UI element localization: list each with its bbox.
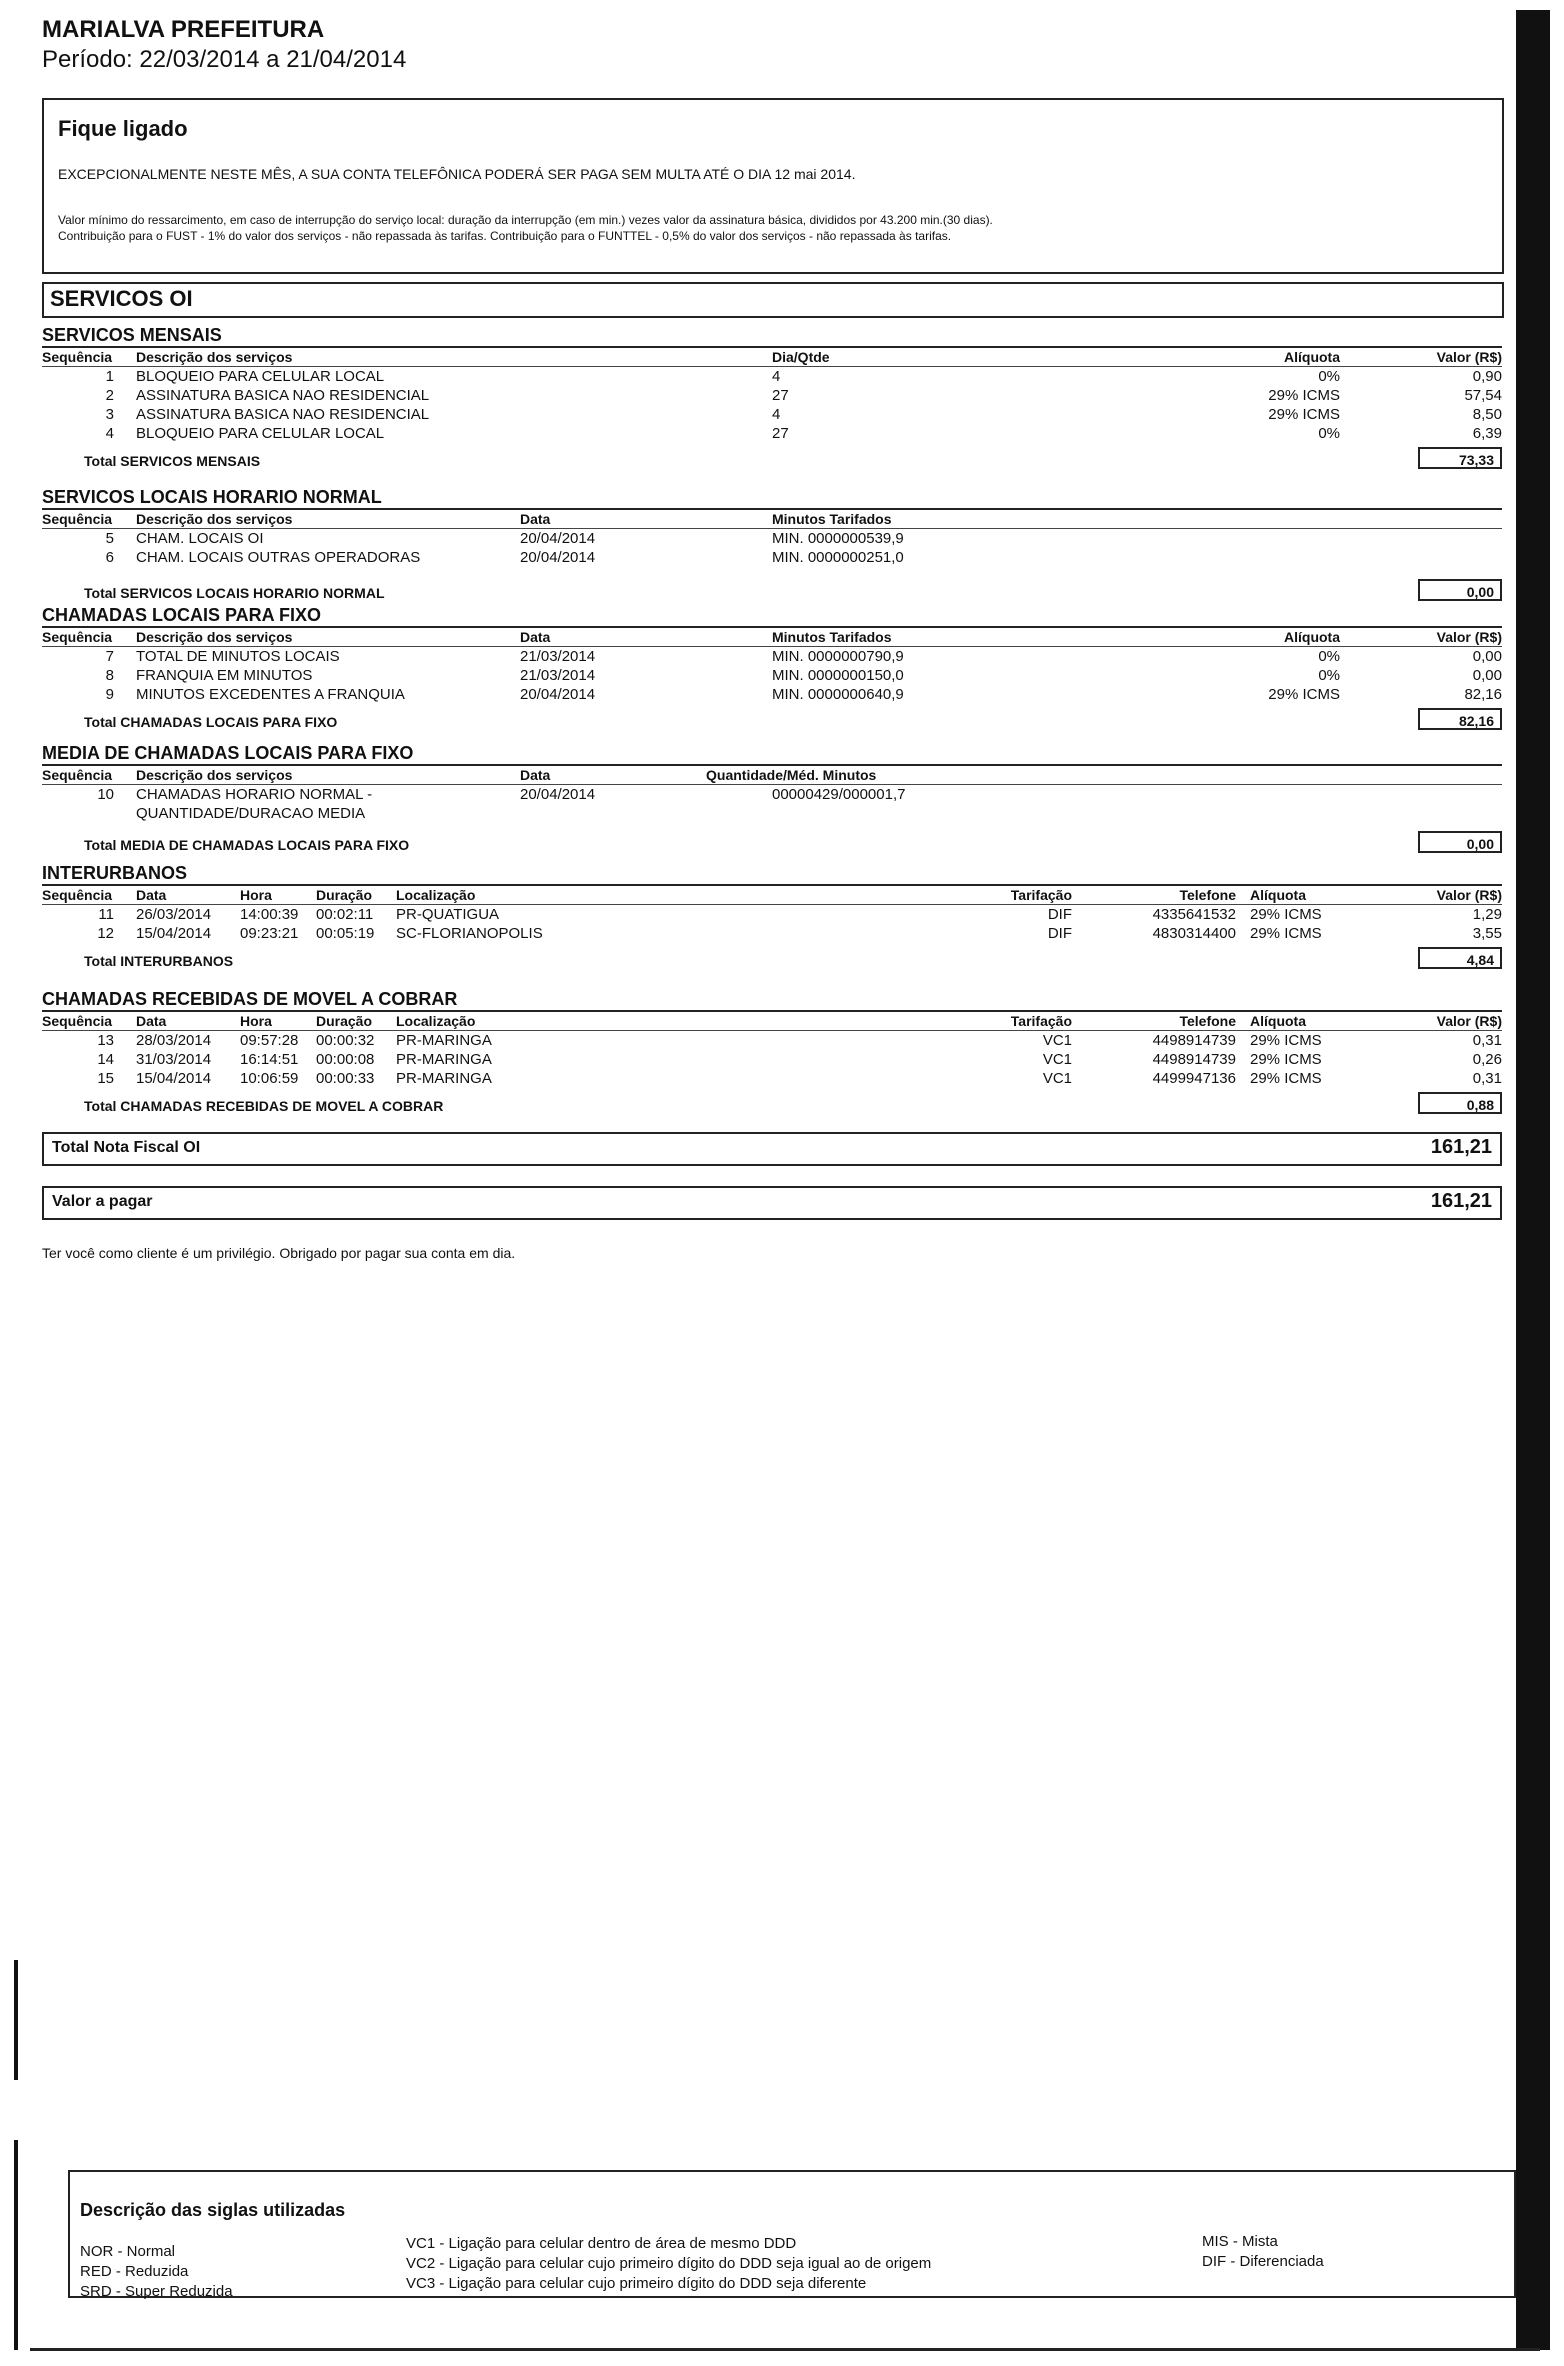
cell-qtde: 27 [772,425,789,442]
table-row [42,1050,1502,1069]
col-header: Minutos Tarifados [772,511,892,527]
cell-valor: 57,54 [1464,387,1502,404]
table-header [42,348,1502,367]
col-header: Tarifação [1010,1013,1072,1029]
col-header: Data [520,767,551,783]
cell-telefone: 4498914739 [1152,1032,1236,1049]
cell-desc: ASSINATURA BASICA NAO RESIDENCIAL [136,387,430,404]
nota-label: Total Nota Fiscal OI [52,1139,201,1156]
legend-item: VC2 - Ligação para celular cujo primeiro dígito do DDD seja igual ao de origem [406,2255,932,2272]
table-row [42,405,1502,424]
section-movel [42,988,1502,1120]
section-heading: SERVICOS LOCAIS HORARIO NORMAL [42,486,1502,510]
col-header: Telefone [1179,887,1236,903]
cell-desc: BLOQUEIO PARA CELULAR LOCAL [136,368,385,385]
col-header: Valor (R$) [1436,887,1502,903]
cell-aliquota: 0% [1318,425,1340,442]
total-value: 82,16 [1418,708,1502,730]
cell-localizacao: PR-MARINGA [396,1051,492,1068]
col-header: Descrição dos serviços [136,511,293,527]
table-header [42,510,1502,529]
scan-mark [14,2140,18,2350]
total-label: Total MEDIA DE CHAMADAS LOCAIS PARA FIXO [84,837,410,853]
total-value: 4,84 [1418,947,1502,969]
col-header: Valor (R$) [1436,349,1502,365]
legend-col3 [1202,2232,1324,2272]
cell-valor: 82,16 [1464,686,1502,703]
legend-item: VC3 - Ligação para celular cujo primeiro dígito do DDD seja diferente [406,2275,867,2292]
cell-aliquota: 29% ICMS [1268,686,1340,703]
pagar-label: Valor a pagar [52,1193,153,1210]
pagar-value: 161,21 [1430,1190,1492,1212]
table-row [42,905,1502,924]
col-header: Data [520,511,551,527]
total-row [42,1088,1502,1120]
col-header: Hora [240,1013,272,1029]
legend-item: SRD - Super Reduzida [80,2283,233,2300]
section-locais [42,486,1502,607]
cell-seq: 7 [105,648,114,665]
valor-a-pagar [42,1186,1502,1220]
total-value: 0,00 [1418,579,1502,601]
total-row [42,704,1502,736]
cell-aliquota: 29% ICMS [1250,906,1322,923]
legend-item: DIF - Diferenciada [1202,2253,1324,2270]
cell-data: 15/04/2014 [136,925,212,942]
cell-aliquota: 29% ICMS [1268,387,1340,404]
header-period: Período: 22/03/2014 a 21/04/2014 [42,46,407,73]
col-header: Sequência [42,629,113,645]
legend-item: RED - Reduzida [80,2263,189,2280]
cell-aliquota: 0% [1318,648,1340,665]
thanks-message: Ter você como cliente é um privilégio. Obrigado por pagar sua conta em dia. [42,1245,516,1261]
cell-valor: 0,31 [1472,1070,1502,1087]
cell-duracao: 00:05:19 [316,925,375,942]
total-label: Total SERVICOS LOCAIS HORARIO NORMAL [84,585,385,601]
notice-details [58,212,1488,244]
legend-col1 [80,2242,233,2302]
col-header: Descrição dos serviços [136,349,293,365]
cell-data: 15/04/2014 [136,1070,212,1087]
cell-data: 28/03/2014 [136,1032,212,1049]
cell-valor: 0,90 [1472,368,1502,385]
cell-desc: TOTAL DE MINUTOS LOCAIS [136,648,340,665]
cell-aliquota: 29% ICMS [1250,1051,1322,1068]
section-heading: CHAMADAS RECEBIDAS DE MOVEL A COBRAR [42,988,1502,1012]
total-value: 0,00 [1418,831,1502,853]
col-header: Sequência [42,511,113,527]
cell-seq: 1 [105,368,114,385]
total-label: Total SERVICOS MENSAIS [84,453,261,469]
cell-desc: FRANQUIA EM MINUTOS [136,667,313,684]
cell-seq: 2 [105,387,114,404]
cell-valor: 0,00 [1472,667,1502,684]
cell-hora: 10:06:59 [240,1070,299,1087]
cell-qtde: 4 [772,368,781,385]
nota-value: 161,21 [1430,1136,1492,1158]
cell-minutos: MIN. 0000000539,9 [772,530,904,547]
section-mensais [42,324,1502,475]
total-row [42,943,1502,975]
legend-box [68,2170,1516,2298]
cell-seq: 10 [97,786,114,803]
col-header: Alíquota [1284,629,1340,645]
cell-data: 21/03/2014 [520,648,596,665]
col-header: Localização [396,1013,476,1029]
cell-valor: 0,31 [1472,1032,1502,1049]
cell-qtde: 4 [772,406,781,423]
cell-minutos: MIN. 0000000150,0 [772,667,904,684]
section-heading: INTERURBANOS [42,862,1502,886]
section-title-box [42,282,1504,318]
col-header: Sequência [42,767,113,783]
table-header [42,1012,1502,1031]
table-row [42,1031,1502,1050]
col-header: Minutos Tarifados [772,629,892,645]
legend-title: Descrição das siglas utilizadas [80,2200,346,2220]
section-interurbanos [42,862,1502,975]
section-heading: CHAMADAS LOCAIS PARA FIXO [42,604,1502,628]
cell-desc: QUANTIDADE/DURACAO MEDIA [136,805,366,822]
table-row [42,685,1502,704]
cell-valor: 1,29 [1472,906,1502,923]
cell-minutos: MIN. 0000000251,0 [772,549,904,566]
notice-line2: Valor mínimo do ressarcimento, em caso de interrupção do serviço local: duração da interrupção (em min.) vezes valor da assinatura básica, divididos por 43.200 min.(30 dias). [58,213,993,227]
col-header: Alíquota [1250,887,1306,903]
cell-data: 31/03/2014 [136,1051,212,1068]
section-fixo [42,604,1502,736]
table-row [42,529,1502,548]
cell-seq: 4 [105,425,114,442]
col-header: Valor (R$) [1436,1013,1502,1029]
cell-hora: 09:57:28 [240,1032,299,1049]
cell-desc: CHAM. LOCAIS OI [136,530,264,547]
cell-aliquota: 0% [1318,667,1340,684]
table-header [42,766,1502,785]
col-header: Sequência [42,1013,113,1029]
cell-localizacao: SC-FLORIANOPOLIS [396,925,543,942]
col-header: Localização [396,887,476,903]
cell-duracao: 00:02:11 [316,906,374,923]
col-header: Alíquota [1284,349,1340,365]
col-header: Descrição dos serviços [136,767,293,783]
col-header: Telefone [1179,1013,1236,1029]
cell-telefone: 4499947136 [1152,1070,1236,1087]
total-nota-fiscal [42,1132,1502,1166]
col-header: Tarifação [1010,887,1072,903]
scan-edge-right [1516,10,1550,2350]
cell-data: 21/03/2014 [520,667,596,684]
cell-tarifacao: DIF [1047,906,1072,923]
col-header: Data [136,887,167,903]
total-value: 73,33 [1418,447,1502,469]
section-heading: SERVICOS MENSAIS [42,324,1502,348]
cell-aliquota: 29% ICMS [1268,406,1340,423]
total-row [42,567,1502,607]
cell-desc: BLOQUEIO PARA CELULAR LOCAL [136,425,385,442]
col-header: Sequência [42,887,113,903]
cell-seq: 13 [97,1032,114,1049]
table-row [42,1069,1502,1088]
total-row [42,823,1502,861]
cell-localizacao: PR-MARINGA [396,1070,492,1087]
cell-tarifacao: VC1 [1042,1032,1072,1049]
cell-desc: CHAM. LOCAIS OUTRAS OPERADORAS [136,549,421,566]
table-row [42,924,1502,943]
cell-telefone: 4830314400 [1152,925,1236,942]
cell-seq: 15 [97,1070,114,1087]
table-row [42,548,1502,567]
col-header: Data [136,1013,167,1029]
table-header [42,886,1502,905]
cell-tarifacao: VC1 [1042,1070,1072,1087]
notice-line1: EXCEPCIONALMENTE NESTE MÊS, A SUA CONTA TELEFÔNICA PODERÁ SER PAGA SEM MULTA ATÉ O DIA 12 mai 2014. [58,166,856,182]
total-label: Total CHAMADAS RECEBIDAS DE MOVEL A COBRAR [84,1098,444,1114]
col-header: Data [520,629,551,645]
cell-hora: 09:23:21 [240,925,299,942]
cell-desc: MINUTOS EXCEDENTES A FRANQUIA [136,686,405,703]
cell-seq: 8 [105,667,114,684]
cell-seq: 14 [97,1051,114,1068]
cell-telefone: 4498914739 [1152,1051,1236,1068]
cell-minutos: MIN. 0000000640,9 [772,686,904,703]
cell-data: 20/04/2014 [520,549,596,566]
col-header: Duração [316,1013,373,1029]
cell-data: 26/03/2014 [136,906,212,923]
col-header: Valor (R$) [1436,629,1502,645]
cell-seq: 11 [98,906,114,923]
legend-item: MIS - Mista [1202,2233,1278,2250]
table-row [42,424,1502,443]
col-header: Dia/Qtde [772,349,830,365]
cell-desc: ASSINATURA BASICA NAO RESIDENCIAL [136,406,430,423]
cell-hora: 14:00:39 [240,906,299,923]
cell-data: 20/04/2014 [520,530,596,547]
cell-qtde: 27 [772,387,789,404]
table-row [42,666,1502,685]
col-header: Hora [240,887,272,903]
section-heading: MEDIA DE CHAMADAS LOCAIS PARA FIXO [42,742,1502,766]
cell-aliquota: 29% ICMS [1250,1032,1322,1049]
cell-localizacao: PR-MARINGA [396,1032,492,1049]
col-header: Descrição dos serviços [136,629,293,645]
notice-box [42,98,1504,274]
col-header: Alíquota [1250,1013,1306,1029]
cell-duracao: 00:00:33 [316,1070,375,1087]
col-header: Quantidade/Méd. Minutos [706,767,877,783]
total-label: Total INTERURBANOS [84,953,234,969]
cell-localizacao: PR-QUATIGUA [396,906,500,923]
scan-mark [14,1960,18,2080]
cell-aliquota: 0% [1318,368,1340,385]
table-row [42,386,1502,405]
table-header [42,628,1502,647]
cell-duracao: 00:00:08 [316,1051,375,1068]
col-header: Duração [316,887,373,903]
header-title: MARIALVA PREFEITURA [42,16,325,43]
legend-col2 [406,2234,931,2294]
cell-seq: 9 [105,686,114,703]
cell-valor: 6,39 [1472,425,1502,442]
table-row [42,367,1502,386]
notice-line3: Contribuição para o FUST - 1% do valor dos serviços - não repassada às tarifas. Contribuição para o FUNTTEL - 0,5% do valor dos serviços - não repassada às tarifas. [58,229,952,243]
total-value: 0,88 [1418,1092,1502,1114]
cell-valor: 0,00 [1472,648,1502,665]
cell-seq: 6 [105,549,114,566]
cell-telefone: 4335641532 [1152,906,1236,923]
cell-seq: 5 [105,530,114,547]
cell-aliquota: 29% ICMS [1250,925,1322,942]
cell-desc: CHAMADAS HORARIO NORMAL - [136,786,373,803]
cell-data: 20/04/2014 [520,686,596,703]
notice-title: Fique ligado [58,116,188,141]
section-media [42,742,1502,861]
section-title: SERVICOS OI [50,286,193,311]
cell-data: 20/04/2014 [520,786,596,803]
cell-qtd: 00000429/000001,7 [772,786,906,803]
cell-valor: 3,55 [1472,925,1502,942]
col-header: Sequência [42,349,113,365]
cell-valor: 0,26 [1472,1051,1502,1068]
table-row [42,785,1502,804]
cell-duracao: 00:00:32 [316,1032,375,1049]
cell-seq: 12 [97,925,114,942]
cell-valor: 8,50 [1472,406,1502,423]
legend-item: VC1 - Ligação para celular dentro de área de mesmo DDD [406,2235,797,2252]
table-row-cont [42,804,1502,823]
cell-hora: 16:14:51 [240,1051,299,1068]
cell-aliquota: 29% ICMS [1250,1070,1322,1087]
table-row [42,647,1502,666]
cell-seq: 3 [105,406,114,423]
legend-item: NOR - Normal [80,2243,176,2260]
cell-minutos: MIN. 0000000790,9 [772,648,904,665]
cell-tarifacao: DIF [1047,925,1072,942]
cell-tarifacao: VC1 [1042,1051,1072,1068]
total-label: Total CHAMADAS LOCAIS PARA FIXO [84,714,338,730]
total-row [42,443,1502,475]
scan-edge-bottom [30,2348,1540,2351]
